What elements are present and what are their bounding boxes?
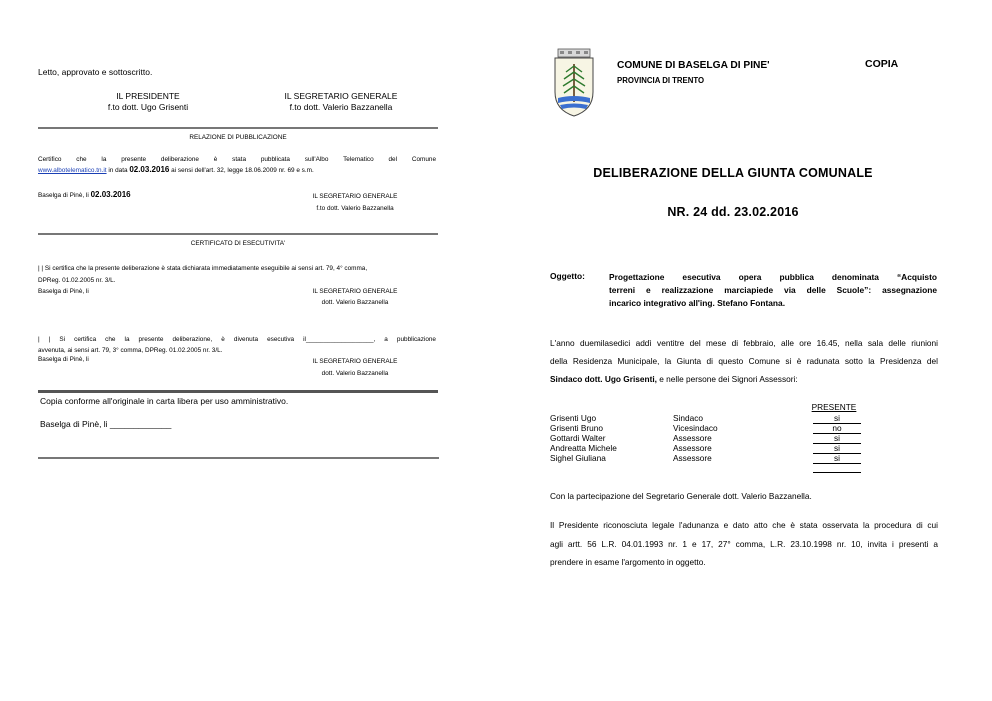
copy-label: COPIA	[865, 58, 899, 70]
member-presence: si	[813, 414, 861, 424]
subject-line1: Progettazione esecutiva opera pubblica denominata “Acquisto	[609, 272, 937, 282]
publication-heading: RELAZIONE DI PUBBLICAZIONE	[189, 134, 287, 141]
subject-label: Oggetto:	[550, 271, 585, 281]
publication-place: Baselga di Pinè, li 02.03.2016	[38, 190, 131, 199]
executivity-published-signature-title: IL SEGRETARIO GENERALE	[312, 358, 398, 365]
secretary-title: IL SEGRETARIO GENERALE	[284, 91, 398, 101]
albo-link[interactable]: www.albotelematico.tn.it	[38, 167, 107, 174]
member-presence: si	[813, 454, 861, 464]
executivity-immediate-signature-name: dott. Valerio Bazzanella	[321, 299, 389, 306]
closing-line3: prendere in esame l'argomento in oggetto.	[550, 557, 706, 567]
executivity-immediate-line2: DPReg. 01.02.2005 nr. 3/L.	[38, 277, 116, 284]
publication-text-line2: www.albotelematico.tn.it in data 02.03.2016 ai sensi dell'art. 32, legge 18.06.2009 nr. 69 e s.m.	[38, 165, 314, 174]
member-role: Vicesindaco	[673, 423, 718, 433]
province-name: PROVINCIA DI TRENTO	[617, 76, 705, 85]
executivity-published-line2: avvenuta, ai sensi art. 79, 3° comma, DPReg. 01.02.2005 nr. 3/L.	[38, 347, 223, 354]
divider	[38, 233, 438, 235]
member-name: Sighel Giuliana	[550, 453, 606, 463]
subject-line2: terreni e realizzazione marciapiede via delle Scuole”: assegnazione	[609, 285, 937, 295]
deliberation-title: DELIBERAZIONE DELLA GIUNTA COMUNALE	[593, 166, 873, 180]
member-presence: no	[813, 424, 861, 434]
member-name: Andreatta Michele	[550, 443, 617, 453]
divider	[38, 127, 438, 129]
table-bottom-rule	[813, 472, 861, 473]
member-presence: si	[813, 434, 861, 444]
closing-line1: Il Presidente riconosciuta legale l'adunanza e dato atto che è stata osservata la procedura di cui	[550, 520, 938, 530]
publication-date: 02.03.2016	[129, 165, 170, 174]
deliberation-number: NR. 24 dd. 23.02.2016	[667, 205, 799, 219]
copy-conformity-text: Copia conforme all'originale in carta libera per uso amministrativo.	[40, 396, 289, 406]
executivity-published-line1: | | Si certifica che la presente deliberazione, è divenuta esecutiva il___________________, a pubblicazione	[38, 336, 436, 343]
publication-text-line1: Certifico che la presente deliberazione è stata pubblicata sull'Albo Telematico del Comune	[38, 156, 436, 163]
member-role: Assessore	[673, 433, 712, 443]
coat-of-arms-icon	[552, 48, 596, 118]
executivity-published-signature-name: dott. Valerio Bazzanella	[321, 370, 389, 377]
presence-header: PRESENTE	[811, 402, 857, 412]
intro-line3: Sindaco dott. Ugo Grisenti, e nelle persone dei Signori Assessori:	[550, 374, 798, 384]
closing-line2: agli artt. 56 L.R. 04.01.1993 nr. 1 e 17, 27° comma, L.R. 23.10.1998 nr. 10, invita i presenti a	[550, 539, 938, 549]
divider	[38, 390, 438, 393]
member-name: Grisenti Ugo	[550, 413, 597, 423]
intro-line2: della Residenza Municipale, la Giunta di questo Comune si è radunata sotto la Presidenza del	[550, 356, 938, 366]
approved-text: Letto, approvato e sottoscritto.	[38, 67, 153, 77]
executivity-heading: CERTIFICATO DI ESECUTIVITA'	[190, 240, 286, 247]
executivity-published-place: Baselga di Pinè, li	[38, 356, 89, 363]
municipality-name: COMUNE DI BASELGA DI PINE'	[617, 60, 770, 71]
intro-line1: L'anno duemilasedici addì ventitre del mese di febbraio, alle ore 16.45, nella sala delle riunioni	[550, 338, 938, 348]
member-name: Grisenti Bruno	[550, 423, 604, 433]
president-title: IL PRESIDENTE	[116, 91, 180, 101]
president-name: f.to dott. Ugo Grisenti	[107, 102, 189, 112]
executivity-immediate-signature-title: IL SEGRETARIO GENERALE	[312, 288, 398, 295]
member-role: Sindaco	[673, 413, 703, 423]
secretary-name: f.to dott. Valerio Bazzanella	[289, 102, 393, 112]
member-role: Assessore	[673, 443, 712, 453]
executivity-immediate-line1: | | Si certifica che la presente deliberazione è stata dichiarata immediatamente eseguibile ai sensi art. 79, 4° comma,	[38, 265, 368, 272]
divider	[38, 457, 439, 459]
member-name: Gottardi Walter	[550, 433, 606, 443]
publication-signature-name: f.to dott. Valerio Bazzanella	[316, 205, 394, 212]
subject-line3: incarico integrativo all'ing. Stefano Fontana.	[609, 298, 786, 308]
member-presence: si	[813, 444, 861, 454]
member-role: Assessore	[673, 453, 712, 463]
copy-place: Baselga di Pinè, li _____________	[40, 419, 172, 429]
executivity-immediate-place: Baselga di Pinè, li	[38, 288, 89, 295]
publication-signature-title: IL SEGRETARIO GENERALE	[312, 193, 398, 200]
participation-text: Con la partecipazione del Segretario Generale dott. Valerio Bazzanella.	[550, 491, 812, 501]
